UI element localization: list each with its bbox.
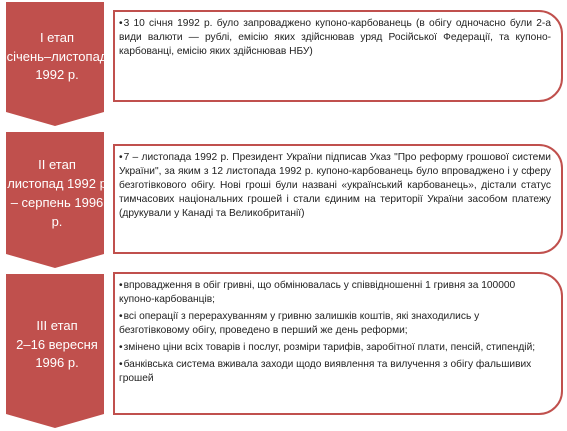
- stage-3-bullet-1: • впровадження в обіг гривні, що обмінювалась у співвідношенні 1 гривня за 100000 купоно-карбованців;: [119, 279, 551, 307]
- stage-2-period-line-1: листопад 1992 р: [7, 176, 107, 192]
- stage-3-bullet-4: • банківська система вживала заходи щодо виявлення та вилучення з обігу фальшивих грошей: [119, 358, 551, 386]
- stage-2-bullet-1: • 7 – листопада 1992 р. Президент України підписав Указ "Про реформу грошової системи України", за яким з 12 листопада 1992 р. купоно-карбованець було впроваджено і у сферу безготівкового обігу. Нові гроші були названі «український карбованець», дістали статус тимчасових національних грошей і стали єдиним на території України засобом платежу (друкували у Канаді та Великобританії): [119, 151, 551, 221]
- stage-2: [0, 130, 567, 270]
- stage-3-bullet-3: • змінено ціни всіх товарів і послуг, розміри тарифів, заробітної плати, пенсій, стипендій;: [119, 341, 551, 355]
- stage-3: [0, 272, 567, 430]
- stage-2-content: [113, 144, 563, 254]
- stage-1-label: [6, 2, 108, 112]
- stage-3-bullet-2: • всі операції з перерахуванням у гривню залишків коштів, які знаходились у безготівковому обігу, проведено в перший же день реформи;: [119, 310, 551, 338]
- stage-2-period-line-3: р.: [51, 213, 63, 229]
- stage-1-content: [113, 10, 563, 102]
- stage-1-period-line-1: січень–листопад: [6, 48, 108, 64]
- stage-2-label: [6, 134, 108, 254]
- stage-3-period-line-2: 1996 р.: [35, 355, 79, 371]
- stage-2-period-line-2: – серпень 1996: [10, 195, 104, 210]
- stage-1-bullet-1: • 3 10 січня 1992 р. було запроваджено купоно-карбованець (в обігу одночасно були 2-а види валюти — рублі, емісію яких здійснював уряд Російської Федерації, та купоно-карбованці, емісію яких здійснював НБУ): [119, 17, 551, 59]
- stage-3-title: ІІІ етап: [36, 317, 78, 333]
- stage-3-content: [113, 272, 563, 415]
- stage-1-period-line-2: 1992 р.: [35, 67, 79, 83]
- stage-1-title: І етап: [39, 29, 75, 45]
- stage-1: [0, 0, 567, 128]
- stage-3-label: [6, 276, 108, 414]
- stage-3-period-line-1: 2–16 вересня: [16, 336, 98, 352]
- stage-2-title: ІІ етап: [38, 157, 76, 173]
